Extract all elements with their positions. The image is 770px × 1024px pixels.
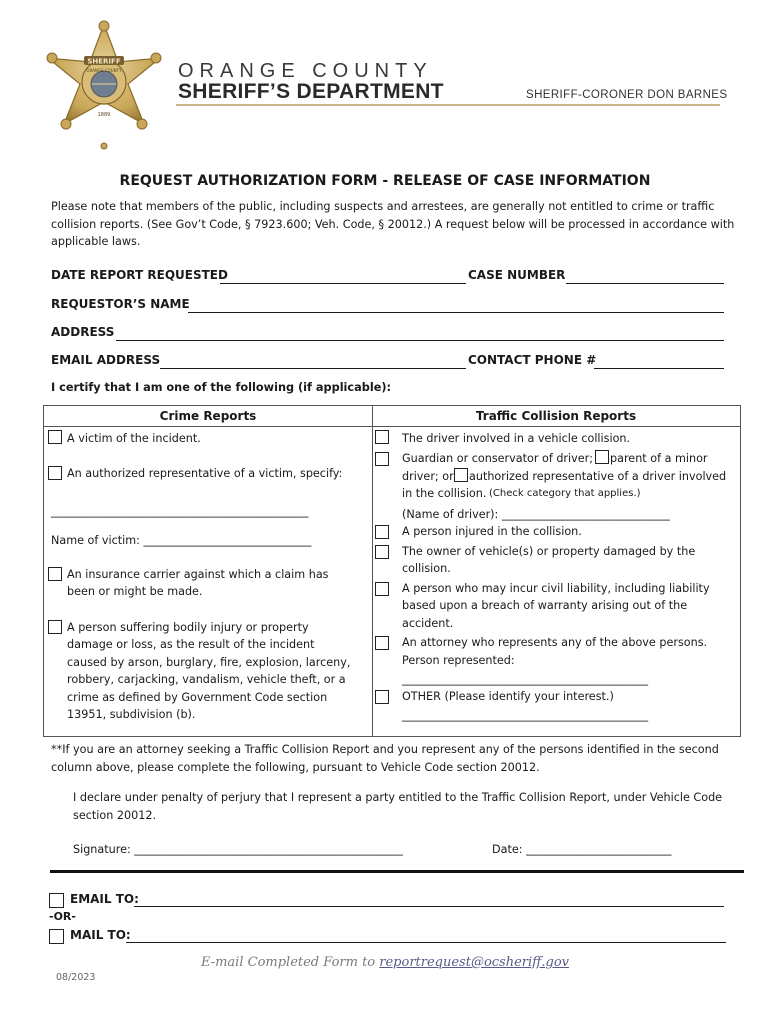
name-of-victim-line[interactable]: Name of victim: ______________________________	[51, 534, 312, 547]
attorney-label-line2: Person represented:	[402, 654, 515, 667]
org-name-line1: ORANGE COUNTY	[178, 60, 433, 82]
driver-or-label: driver; or	[402, 470, 454, 483]
case-number-label: CASE NUMBER	[468, 268, 566, 282]
injury-label-line: A person suffering bodily injury or property	[67, 621, 309, 634]
owner-checkbox[interactable]	[375, 545, 389, 559]
parent-minor-label: parent of a minor	[610, 452, 708, 465]
attorney-checkbox[interactable]	[375, 636, 389, 650]
name-of-driver-line[interactable]: (Name of driver): ______________________________	[402, 508, 670, 521]
address-label: ADDRESS	[51, 325, 115, 339]
mail-to-field[interactable]	[126, 942, 726, 943]
email-to-checkbox[interactable]	[49, 893, 64, 908]
email-address-field[interactable]	[160, 368, 466, 369]
contact-phone-label: CONTACT PHONE #	[468, 353, 597, 367]
liability-label-line: based upon a breach of warranty arising out of the	[402, 599, 688, 612]
attorney-label-line1: An attorney who represents any of the above persons.	[402, 636, 708, 649]
email-address-label: EMAIL ADDRESS	[51, 353, 161, 367]
requestors-name-field[interactable]	[188, 312, 724, 313]
or-separator: -OR-	[49, 910, 76, 923]
rep-victim-checkbox[interactable]	[48, 466, 62, 480]
rep-victim-label: An authorized representative of a victim, specify:	[67, 467, 343, 480]
victim-label: A victim of the incident.	[67, 432, 201, 445]
injury-checkbox[interactable]	[48, 620, 62, 634]
injured-label: A person injured in the collision.	[402, 525, 582, 538]
date-line[interactable]: Date: __________________________	[492, 843, 672, 856]
traffic-reports-header: Traffic Collision Reports	[475, 409, 637, 423]
certify-statement: I certify that I am one of the following (if applicable):	[51, 381, 392, 394]
crime-reports-header: Crime Reports	[159, 409, 257, 423]
mail-to-label: MAIL TO:	[70, 928, 131, 942]
liability-checkbox[interactable]	[375, 582, 389, 596]
header-rule	[176, 104, 720, 106]
insurance-label-line2: been or might be made.	[67, 585, 203, 598]
badge-top-text: SHERIFF	[87, 57, 121, 66]
driver-checkbox[interactable]	[375, 430, 389, 444]
injury-label-line: robbery, carjacking, vandalism, vehicle theft, or a	[67, 673, 346, 686]
injury-label-line: damage or loss, as the result of the incident	[67, 638, 315, 651]
victim-checkbox[interactable]	[48, 430, 62, 444]
footer-email-prefix: E-mail Completed Form to	[200, 955, 380, 970]
in-collision-label: in the collision.	[402, 487, 487, 500]
signature-line[interactable]: Signature: ________________________________________________	[73, 843, 403, 856]
other-label: OTHER (Please identify your interest.)	[402, 690, 614, 703]
declaration-text: I declare under penalty of perjury that I represent a party entitled to the Traffic Collision Report, under Vehicle Code section 20012.	[73, 791, 723, 822]
parent-minor-checkbox[interactable]	[595, 450, 609, 464]
rep-driver-checkbox[interactable]	[454, 468, 468, 482]
owner-label-line2: collision.	[402, 562, 451, 575]
other-checkbox[interactable]	[375, 690, 389, 704]
driver-label: The driver involved in a vehicle collision.	[402, 432, 631, 445]
attorney-note: **If you are an attorney seeking a Traffic Collision Report and you represent any of the persons identified in the second column above, please complete the following, pursuant to Vehicle Code section 20012.	[51, 743, 719, 774]
contact-phone-field[interactable]	[594, 368, 724, 369]
rep-victim-specify-line[interactable]: ______________________________________________	[51, 505, 309, 518]
injury-label-line: crime as defined by Government Code section	[67, 691, 328, 704]
mail-to-checkbox[interactable]	[49, 929, 64, 944]
sheriff-badge-logo	[44, 20, 164, 152]
table-header-divider	[43, 426, 740, 427]
date-report-requested-field[interactable]	[220, 283, 466, 284]
sheriff-coroner-name: SHERIFF-CORONER DON BARNES	[526, 89, 728, 101]
other-interest-line[interactable]: ____________________________________________	[402, 709, 649, 722]
insurance-checkbox[interactable]	[48, 567, 62, 581]
requestors-name-label: REQUESTOR’S NAME	[51, 297, 190, 311]
email-to-label: EMAIL TO:	[70, 892, 139, 906]
liability-label-line: accident.	[402, 617, 454, 630]
injury-label-line: caused by arson, burglary, fire, explosion, larceny,	[67, 656, 351, 669]
table-column-divider	[372, 405, 373, 736]
guardian-label: Guardian or conservator of driver;	[402, 452, 594, 465]
guardian-checkbox[interactable]	[375, 452, 389, 466]
insurance-label-line1: An insurance carrier against which a claim has	[67, 568, 329, 581]
badge-bottom-text: 1889	[97, 112, 111, 118]
person-represented-line[interactable]: ____________________________________________	[402, 673, 649, 686]
footer-email-link[interactable]: reportrequest@ocsheriff.gov	[379, 955, 570, 970]
badge-ring-text: ORANGE COUNTY	[86, 68, 122, 73]
revision-date: 08/2023	[56, 972, 96, 983]
date-report-requested-label: DATE REPORT REQUESTED	[51, 268, 228, 282]
email-to-field[interactable]	[134, 906, 724, 907]
intro-text: Please note that members of the public, including suspects and arrestees, are generally not entitled to crime or traffic collision reports. (See Gov’t Code, § 7923.600; Veh. Code, § 20012.) A request below will be processed in accordance with applicable laws.	[51, 200, 735, 248]
footer-email-instruction	[0, 955, 770, 970]
org-name-line2: SHERIFF’S DEPARTMENT	[178, 80, 444, 103]
check-category-hint: (Check category that applies.)	[489, 488, 641, 499]
address-field[interactable]	[116, 340, 724, 341]
case-number-field[interactable]	[566, 283, 724, 284]
rep-driver-label: authorized representative of a driver involved	[469, 470, 727, 483]
injured-checkbox[interactable]	[375, 525, 389, 539]
liability-label-line: A person who may incur civil liability, including liability	[402, 582, 710, 595]
form-title: REQUEST AUTHORIZATION FORM - RELEASE OF CASE INFORMATION	[119, 173, 651, 189]
injury-label-line: 13951, subdivision (b).	[67, 708, 196, 721]
section-separator	[50, 870, 744, 873]
owner-label-line1: The owner of vehicle(s) or property damaged by the	[402, 545, 696, 558]
